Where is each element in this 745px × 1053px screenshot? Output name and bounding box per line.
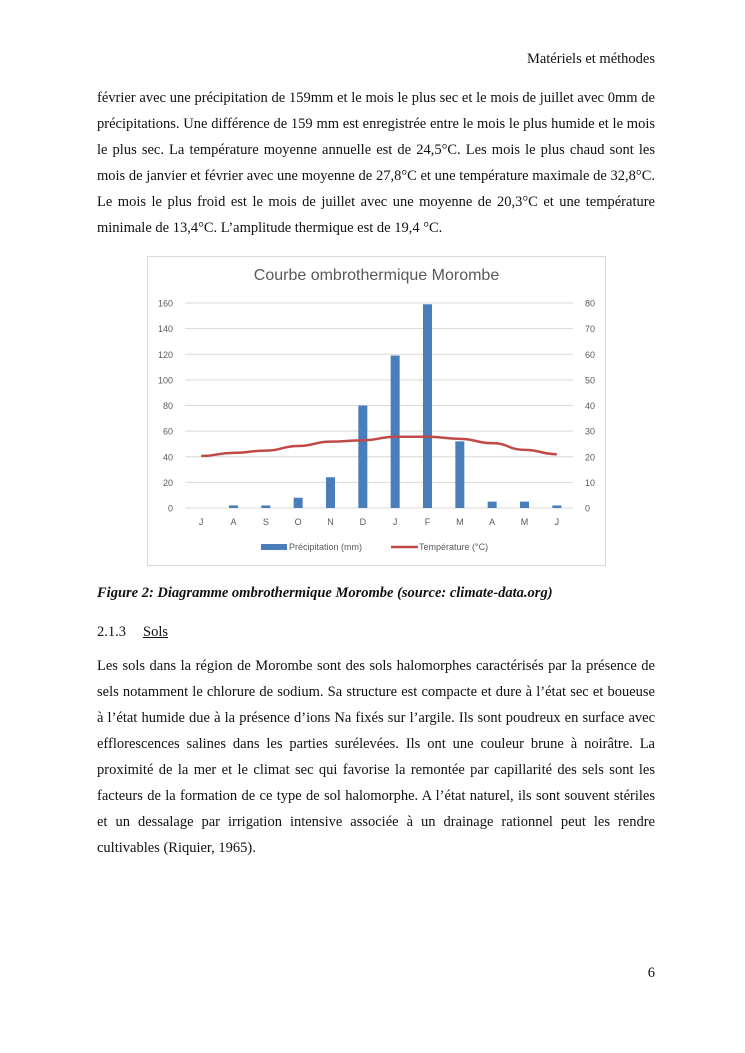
x-tick: O xyxy=(294,517,302,527)
page-number: 6 xyxy=(647,965,655,981)
y-right-tick: 80 xyxy=(585,298,596,309)
y-right-tick: 40 xyxy=(585,401,596,411)
precip-bar xyxy=(391,356,400,508)
y-right-tick: 0 xyxy=(585,503,591,514)
precip-bar xyxy=(229,505,238,508)
figure-caption: Figure 2: Diagramme ombrothermique Morombe (source: climate-data.org) xyxy=(97,585,553,601)
y-right-tick: 50 xyxy=(585,375,596,386)
y-left-tick: 160 xyxy=(157,298,173,309)
precip-bar xyxy=(326,477,335,508)
precip-bar xyxy=(261,505,270,508)
y-right-tick: 10 xyxy=(585,477,596,488)
x-tick: M xyxy=(456,517,464,527)
chart-title: Courbe ombrothermique Morombe xyxy=(253,267,500,284)
x-tick: M xyxy=(520,517,529,527)
x-tick: A xyxy=(230,517,237,527)
y-right-tick: 60 xyxy=(585,349,596,360)
precip-bar xyxy=(520,502,529,508)
x-tick: J xyxy=(554,517,560,527)
section-number: 2.1.3 xyxy=(97,624,126,640)
y-left-tick: 0 xyxy=(167,503,173,514)
y-left-tick: 140 xyxy=(157,324,173,335)
precip-bar xyxy=(552,505,561,508)
intro-paragraph: février avec une précipitation de 159mm et le mois le plus sec et le mois de juillet avec 0mm de précipitations. Une différence de 159 mm est enregistrée entre le mois le plus humide et le mois le plus sec. La température moyenne annuelle est de 24,5°C. Les mois le plus chaud sont les mois de janvier et février avec une moyenne de 27,8°C et une température maximale de 32,8°C. Le mois le plus froid est le mois de juillet avec une moyenne de 20,3°C et une température minimale de 13,4°C. L’amplitude thermique est de 19,4 °C. xyxy=(97,90,655,236)
legend-temp-label: Température (°C) xyxy=(419,542,489,552)
y-right-tick: 30 xyxy=(585,426,596,437)
section-title: Sols xyxy=(143,624,168,640)
y-left-tick: 60 xyxy=(162,426,173,437)
y-right-tick: 20 xyxy=(585,452,596,463)
precip-bar xyxy=(455,441,464,508)
y-left-tick: 40 xyxy=(162,452,173,463)
chart-plot xyxy=(148,257,605,565)
temperature-line xyxy=(201,437,557,456)
y-left-tick: 80 xyxy=(162,401,173,411)
x-tick: A xyxy=(489,517,496,527)
sols-paragraph: Les sols dans la région de Morombe sont des sols halomorphes caractérisés par la présence de sels notamment le chlorure de sodium. Sa structure est compacte et dure à l’état sec et boueuse à l’état humide due à la présence d’ions Na fixés sur l’argile. Ils sont poudreux en surface avec efflorescences salines dans les parties surélevées. Ils ont une couleur brune à noirâtre. La proximité de la mer et le climat sec qui favorise la remontée par capillarité des sels sont les facteurs de la formation de ce type de sol halomorphe. A l’état naturel, ils sont souvent stériles et un dessalage par irrigation intensive associée à un drainage rationnel peut les rendre cultivables (Riquier, 1965). xyxy=(97,658,655,856)
y-left-tick: 120 xyxy=(157,349,173,360)
precip-bar xyxy=(488,502,497,508)
precip-bar xyxy=(358,406,367,509)
precip-bar xyxy=(294,498,303,508)
x-tick: F xyxy=(424,517,431,527)
y-right-tick: 70 xyxy=(585,324,596,335)
x-tick: S xyxy=(262,517,269,527)
x-tick: J xyxy=(392,517,398,527)
x-tick: D xyxy=(359,517,367,527)
legend-precip-swatch xyxy=(261,544,287,550)
precip-bar xyxy=(423,304,432,508)
x-tick: N xyxy=(327,517,334,527)
y-left-tick: 100 xyxy=(157,375,173,386)
y-left-tick: 20 xyxy=(162,477,173,488)
x-tick: J xyxy=(198,517,204,527)
ombrothermic-chart xyxy=(147,256,606,566)
legend-precip-label: Précipitation (mm) xyxy=(289,542,363,552)
section-heading xyxy=(97,624,168,641)
running-header: Matériels et méthodes xyxy=(526,51,655,67)
